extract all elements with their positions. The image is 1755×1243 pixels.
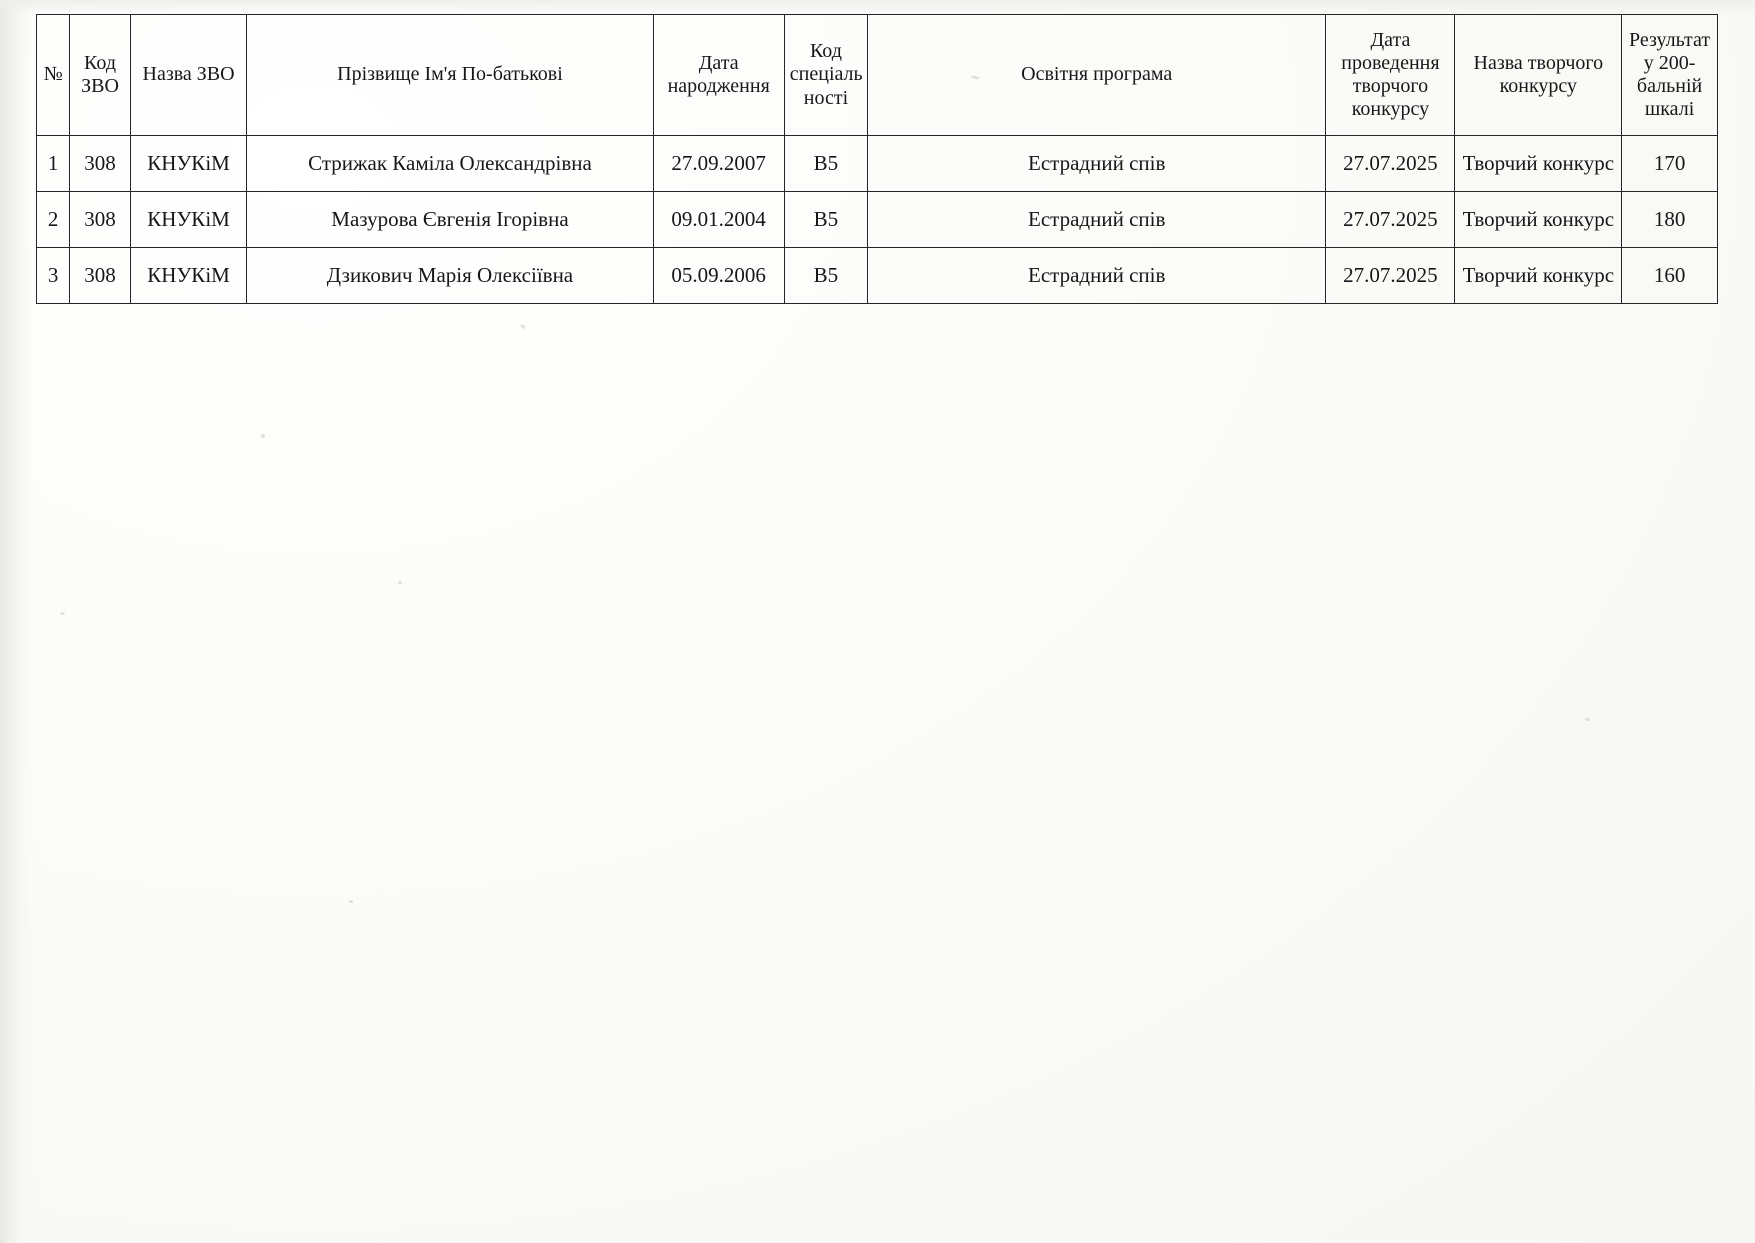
column-header-specialty-code: Код спеціаль ності (784, 15, 867, 136)
cell-zvo-name: КНУКіМ (130, 136, 247, 192)
cell-specialty-code: В5 (784, 136, 867, 192)
column-header-zvo-code: Код ЗВО (70, 15, 130, 136)
scan-speck (1585, 718, 1590, 721)
cell-specialty-code: В5 (784, 248, 867, 304)
cell-zvo-code: 308 (70, 192, 130, 248)
cell-zvo-code: 308 (70, 136, 130, 192)
cell-program: Естрадний спів (868, 248, 1326, 304)
column-header-birth-date: Дата народження (653, 15, 784, 136)
registry-table (36, 14, 1718, 304)
table-header-row (37, 15, 1718, 136)
scan-speck (60, 612, 65, 615)
cell-full-name: Дзикович Марія Олексіївна (247, 248, 653, 304)
cell-number: 2 (37, 192, 70, 248)
cell-birth-date: 09.01.2004 (653, 192, 784, 248)
scan-speck (349, 900, 353, 903)
scan-speck (520, 323, 527, 329)
table-body (37, 136, 1718, 304)
column-header-contest-date: Дата проведення творчого конкурсу (1326, 15, 1455, 136)
scan-speck (261, 434, 265, 438)
cell-score: 160 (1622, 248, 1718, 304)
column-header-full-name: Прізвище Ім'я По-батькові (247, 15, 653, 136)
scan-speck (398, 581, 402, 584)
registry-table-wrapper (36, 14, 1718, 304)
cell-score: 170 (1622, 136, 1718, 192)
column-header-number: № (37, 15, 70, 136)
cell-score: 180 (1622, 192, 1718, 248)
cell-zvo-code: 308 (70, 248, 130, 304)
cell-zvo-name: КНУКіМ (130, 192, 247, 248)
column-header-zvo-name: Назва ЗВО (130, 15, 247, 136)
scan-edge-left (0, 0, 34, 1243)
cell-full-name: Стрижак Каміла Олександрівна (247, 136, 653, 192)
cell-zvo-name: КНУКіМ (130, 248, 247, 304)
cell-full-name: Мазурова Євгенія Ігорівна (247, 192, 653, 248)
cell-birth-date: 05.09.2006 (653, 248, 784, 304)
cell-contest-date: 27.07.2025 (1326, 136, 1455, 192)
cell-contest-date: 27.07.2025 (1326, 192, 1455, 248)
cell-birth-date: 27.09.2007 (653, 136, 784, 192)
column-header-contest-name: Назва творчого конкурсу (1455, 15, 1622, 136)
column-header-score: Результат у 200-бальній шкалі (1622, 15, 1718, 136)
cell-number: 3 (37, 248, 70, 304)
cell-contest-date: 27.07.2025 (1326, 248, 1455, 304)
cell-program: Естрадний спів (868, 136, 1326, 192)
table-row (37, 136, 1718, 192)
column-header-program: Освітня програма (868, 15, 1326, 136)
table-header (37, 15, 1718, 136)
cell-contest-name: Творчий конкурс (1455, 192, 1622, 248)
cell-contest-name: Творчий конкурс (1455, 248, 1622, 304)
cell-specialty-code: В5 (784, 192, 867, 248)
cell-number: 1 (37, 136, 70, 192)
cell-program: Естрадний спів (868, 192, 1326, 248)
table-row (37, 192, 1718, 248)
cell-contest-name: Творчий конкурс (1455, 136, 1622, 192)
table-row (37, 248, 1718, 304)
